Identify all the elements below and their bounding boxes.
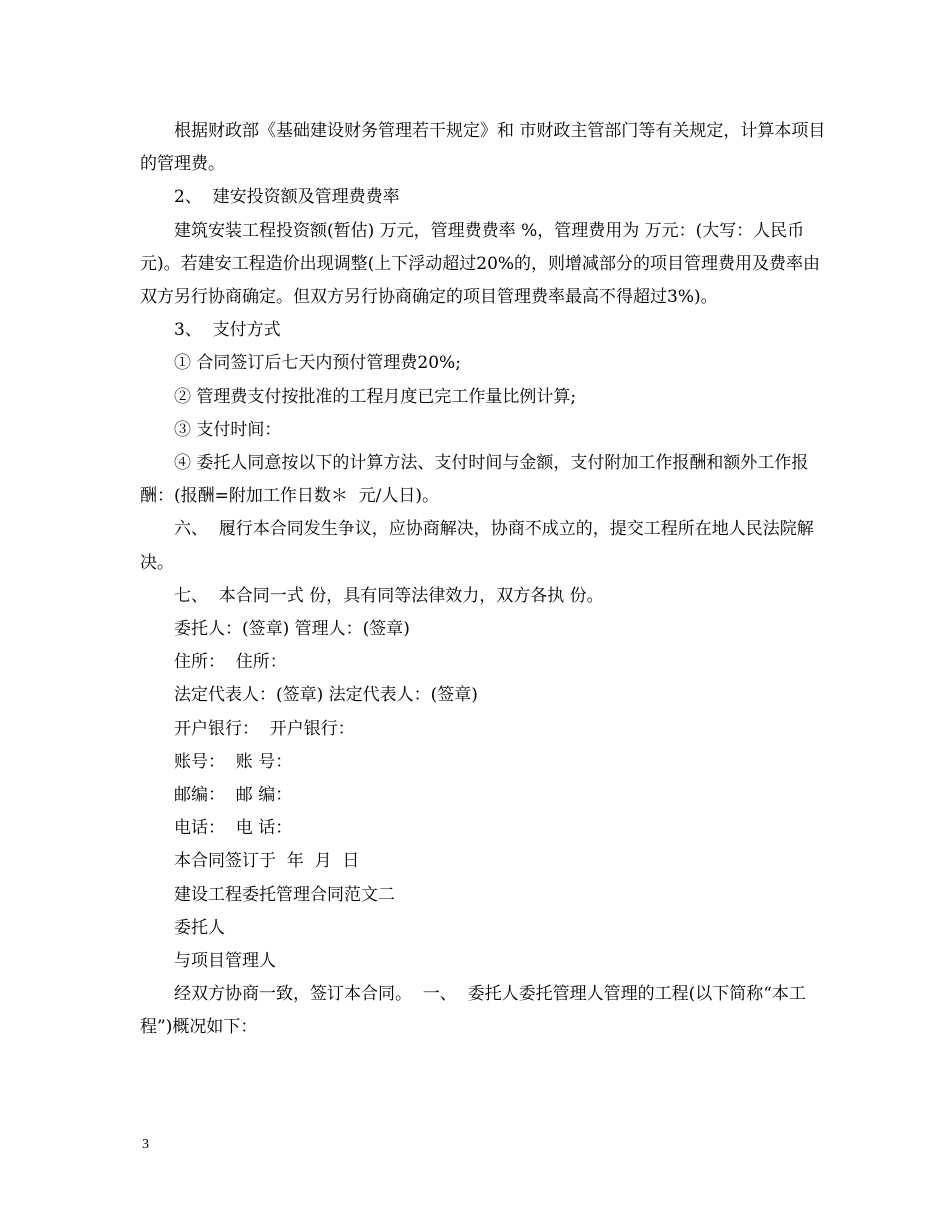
clause-copies: 七、 本合同一式 份，具有同等法律效力，双方各执 份。 [174, 585, 604, 606]
list-item-additional-remuneration: ④ 委托人同意按以下的计算方法、支付时间与金额，支付附加工作报酬和额外工作报酬：(报酬=附加工作日数＊ 元/人日)。 [140, 453, 809, 507]
list-item-prepayment: ① 合同签订后七天内预付管理费20%; [174, 353, 461, 374]
heading-payment-method: 3、 支付方式 [174, 320, 281, 341]
list-item-monthly-payment: ② 管理费支付按批准的工程月度已完工作量比例计算; [174, 386, 577, 407]
field-client: 委托人 [174, 917, 225, 938]
field-bank: 开户银行： 开户银行： [174, 718, 355, 739]
clause-dispute-resolution: 六、 履行本合同发生争议，应协商解决，协商不成立的，提交工程所在地人民法院解决。 [140, 519, 814, 573]
paragraph-investment-amount: 建筑安装工程投资额(暂估) 万元，管理费费率 %，管理费用为 万元：(大写：人民币 元)。若建安工程造价出现调整(上下浮动超过20%的，则增减部分的项目管理费用及费率由双方另行协商确定。但双方另行协商确定的项目管理费率最高不得超过3%)。 [140, 220, 821, 308]
paragraph-project-overview: 经双方协商一致，签订本合同。 一、 委托人委托管理人管理的工程(以下简称“本工程”)概况如下： [140, 984, 806, 1038]
document-body [140, 115, 830, 1045]
field-postcode: 邮编： 邮 编： [174, 785, 293, 806]
field-address: 住所： 住所： [174, 652, 287, 673]
field-project-manager: 与项目管理人 [174, 951, 276, 972]
signature-line-legal-representative: 法定代表人：(签章) 法定代表人：(签章) [174, 685, 478, 706]
field-phone: 电话： 电 话： [174, 818, 293, 839]
field-account-number: 账号： 账 号： [174, 751, 293, 772]
section-title-sample-two: 建设工程委托管理合同范文二 [174, 884, 395, 905]
field-signing-date: 本合同签订于 年 月 日 [174, 851, 360, 872]
heading-investment-and-fee-rate: 2、 建安投资额及管理费费率 [174, 187, 400, 208]
list-item-payment-time: ③ 支付时间： [174, 419, 282, 440]
page-number: 3 [142, 1137, 149, 1152]
signature-line-parties: 委托人：(签章) 管理人：(签章) [174, 619, 410, 640]
paragraph-management-fee-basis: 根据财政部《基础建设财务管理若干规定》和 市财政主管部门等有关规定，计算本项目的管理费。 [140, 121, 826, 175]
